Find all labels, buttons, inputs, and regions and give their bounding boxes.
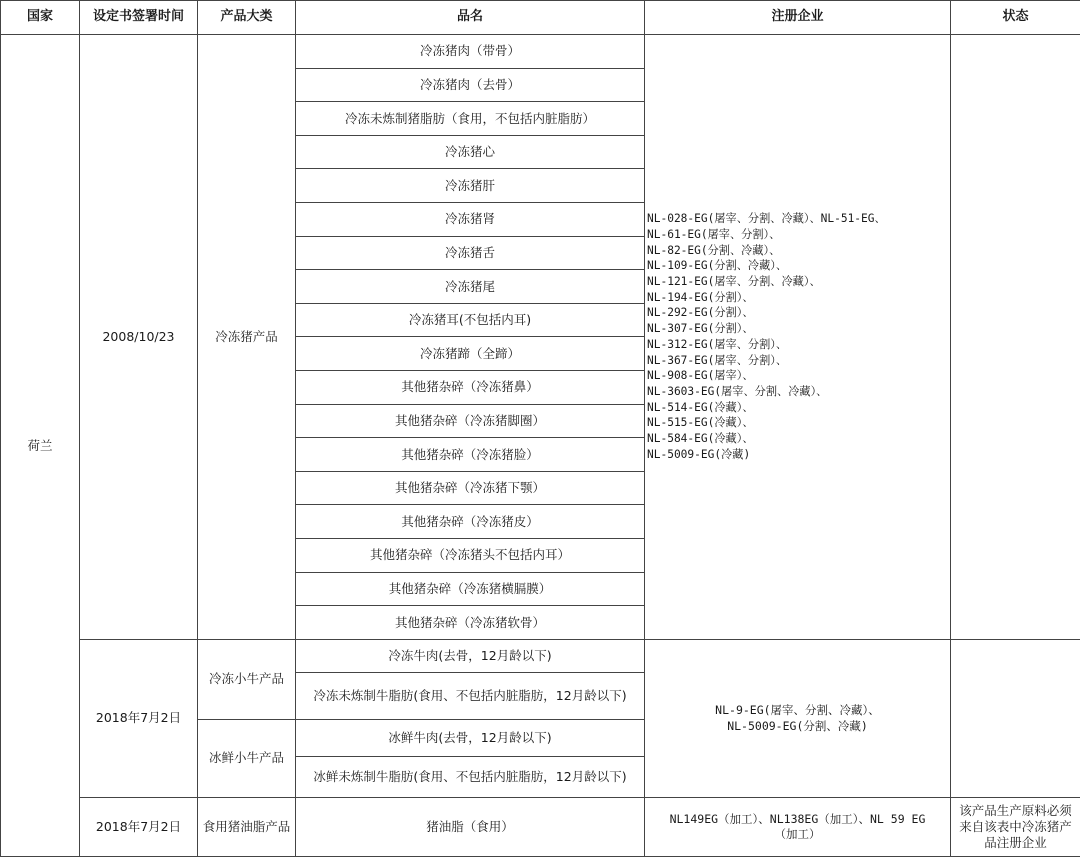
enterprise-line: NL-515-EG(冷藏）、 [647, 415, 947, 431]
product-cell: 冷冻猪尾 [296, 270, 645, 304]
enterprise-line: （加工） [648, 827, 947, 842]
product-cell: 冷冻未炼制牛脂肪(食用、不包括内脏脂肪，12月龄以下) [296, 672, 645, 719]
category-cell: 冷冻猪产品 [198, 35, 296, 640]
status-cell [951, 797, 1080, 856]
table-row [1, 639, 1080, 672]
enterprise-line: NL-5009-EG(分割、冷藏) [648, 718, 947, 734]
header-category: 产品大类 [198, 1, 296, 35]
product-cell: 其他猪杂碎（冷冻猪横膈膜） [296, 572, 645, 606]
enterprise-line: NL-9-EG(屠宰、分割、冷藏）、 [648, 702, 947, 718]
header-row [1, 1, 1080, 35]
enterprise-line: NL-82-EG(分割、冷藏）、 [647, 243, 947, 259]
table-row [1, 797, 1080, 856]
status-cell [951, 35, 1080, 640]
status-line: 该产品生产原料必须 [954, 803, 1077, 819]
enterprise-line: NL-514-EG(冷藏）、 [647, 400, 947, 416]
enterprise-cell [645, 35, 951, 640]
product-cell: 冰鲜未炼制牛脂肪(食用、不包括内脏脂肪，12月龄以下) [296, 756, 645, 797]
product-cell: 冷冻猪耳(不包括内耳) [296, 303, 645, 337]
enterprise-line: NL-61-EG(屠宰、分割）、 [647, 227, 947, 243]
status-cell [951, 639, 1080, 797]
category-cell: 冰鲜小牛产品 [198, 719, 296, 797]
enterprise-line: NL-5009-EG(冷藏) [647, 447, 947, 463]
enterprise-line: NL-121-EG(屠宰、分割、冷藏）、 [647, 274, 947, 290]
product-cell: 冷冻牛肉(去骨，12月龄以下) [296, 639, 645, 672]
product-cell: 其他猪杂碎（冷冻猪软骨） [296, 606, 645, 640]
product-cell: 冷冻猪心 [296, 135, 645, 169]
product-cell: 冷冻未炼制猪脂肪（食用，不包括内脏脂肪） [296, 102, 645, 136]
product-cell: 其他猪杂碎（冷冻猪鼻） [296, 370, 645, 404]
product-cell: 其他猪杂碎（冷冻猪脸） [296, 438, 645, 472]
header-enterprise: 注册企业 [645, 1, 951, 35]
status-line: 品注册企业 [954, 835, 1077, 851]
enterprise-line: NL149EG（加工）、NL138EG（加工）、NL 59 EG [648, 812, 947, 827]
product-cell: 冷冻猪肾 [296, 202, 645, 236]
date-cell: 2018年7月2日 [80, 797, 198, 856]
product-cell: 其他猪杂碎（冷冻猪脚圈） [296, 404, 645, 438]
product-cell: 猪油脂（食用） [296, 797, 645, 856]
product-cell: 其他猪杂碎（冷冻猪下颚） [296, 471, 645, 505]
product-cell: 冷冻猪肝 [296, 169, 645, 203]
enterprise-line: NL-312-EG(屠宰、分割）、 [647, 337, 947, 353]
enterprise-cell [645, 797, 951, 856]
product-cell: 冷冻猪蹄（全蹄） [296, 337, 645, 371]
enterprise-line: NL-109-EG(分割、冷藏）、 [647, 258, 947, 274]
enterprise-line: NL-292-EG(分割）、 [647, 305, 947, 321]
product-cell: 冰鲜牛肉(去骨，12月龄以下) [296, 719, 645, 756]
enterprise-line: NL-367-EG(屠宰、分割）、 [647, 353, 947, 369]
header-status: 状态 [951, 1, 1080, 35]
status-line: 来自该表中冷冻猪产 [954, 819, 1077, 835]
product-cell: 冷冻猪舌 [296, 236, 645, 270]
header-date: 设定书签署时间 [80, 1, 198, 35]
product-cell: 其他猪杂碎（冷冻猪皮） [296, 505, 645, 539]
product-cell: 冷冻猪肉（带骨） [296, 35, 645, 69]
enterprise-line: NL-584-EG(冷藏）、 [647, 431, 947, 447]
product-cell: 冷冻猪肉（去骨） [296, 68, 645, 102]
header-product: 品名 [296, 1, 645, 35]
date-cell: 2018年7月2日 [80, 639, 198, 797]
date-cell: 2008/10/23 [80, 35, 198, 640]
enterprise-line: NL-3603-EG(屠宰、分割、冷藏）、 [647, 384, 947, 400]
enterprise-cell [645, 639, 951, 797]
category-cell: 食用猪油脂产品 [198, 797, 296, 856]
header-country: 国家 [1, 1, 80, 35]
enterprise-line: NL-908-EG(屠宰）、 [647, 368, 947, 384]
enterprise-line: NL-194-EG(分割）、 [647, 290, 947, 306]
enterprise-line: NL-028-EG(屠宰、分割、冷藏）、NL-51-EG、 [647, 211, 947, 227]
enterprise-line: NL-307-EG(分割）、 [647, 321, 947, 337]
category-cell: 冷冻小牛产品 [198, 639, 296, 719]
table-row [1, 35, 1080, 69]
country-cell: 荷兰 [1, 35, 80, 857]
product-cell: 其他猪杂碎（冷冻猪头不包括内耳） [296, 538, 645, 572]
